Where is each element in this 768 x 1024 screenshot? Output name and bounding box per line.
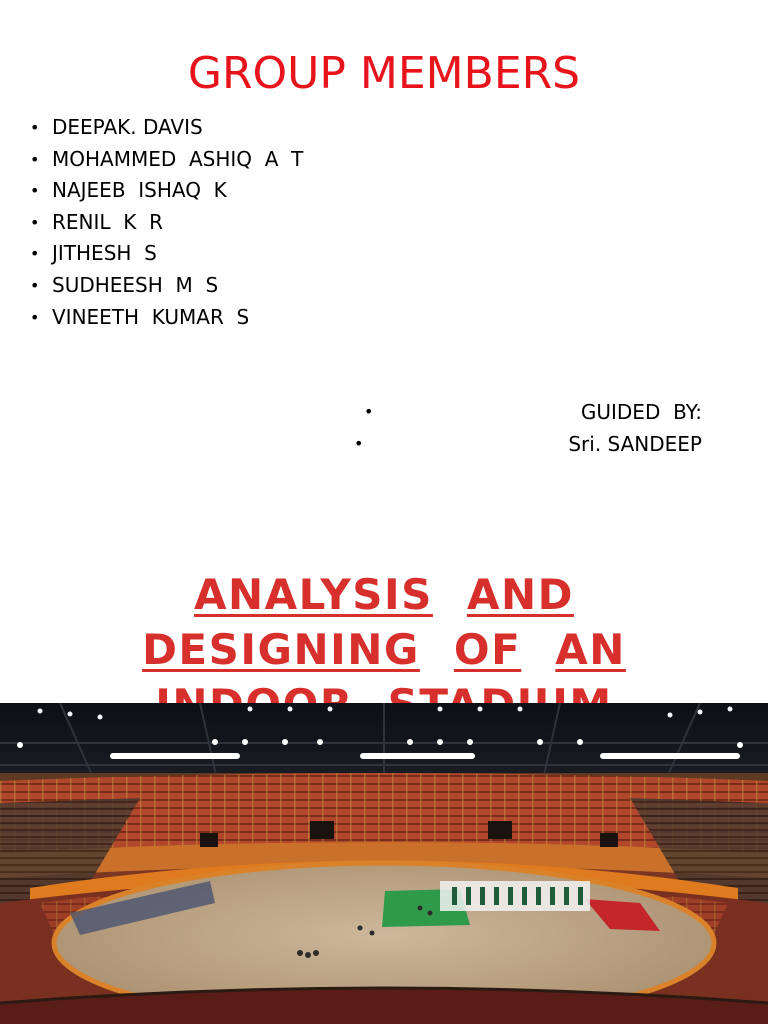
list-item <box>30 207 303 239</box>
guide-name: Sri. SANDEEP <box>568 432 702 456</box>
bullet-icon: • <box>30 307 40 327</box>
project-title-word: ANALYSIS <box>194 570 433 619</box>
member-list <box>30 112 303 333</box>
project-title-word: AN <box>555 625 626 674</box>
guide-label: GUIDED BY: <box>580 400 702 424</box>
member-name: NAJEEB ISHAQ K <box>52 178 227 203</box>
project-title-word: DESIGNING <box>142 625 420 674</box>
bullet-icon: • <box>30 181 40 201</box>
member-name: RENIL K R <box>52 209 163 234</box>
bullet-icon: • <box>30 275 40 295</box>
stadium-photo <box>0 703 768 1024</box>
member-name: MOHAMMED ASHIQ A T <box>52 146 304 171</box>
bullet-icon: • <box>30 118 40 137</box>
list-item <box>30 144 303 176</box>
project-title-word: OF <box>453 625 522 674</box>
slide-title: GROUP MEMBERS <box>187 48 581 99</box>
list-item <box>30 112 303 144</box>
list-item <box>30 270 303 302</box>
member-name: DEEPAK. DAVIS <box>52 115 203 139</box>
list-item <box>30 175 303 207</box>
bullet-icon: • <box>364 402 374 421</box>
list-item <box>30 302 303 334</box>
bullet-icon: • <box>30 212 40 232</box>
bullet-icon: • <box>354 434 364 453</box>
list-item <box>30 238 303 270</box>
bullet-icon: • <box>30 244 40 264</box>
bullet-icon: • <box>30 149 40 169</box>
member-name: SUDHEESH M S <box>52 272 219 297</box>
project-title-word: AND <box>466 570 574 619</box>
member-name: VINEETH KUMAR S <box>52 304 250 329</box>
member-name: JITHESH S <box>52 241 157 266</box>
